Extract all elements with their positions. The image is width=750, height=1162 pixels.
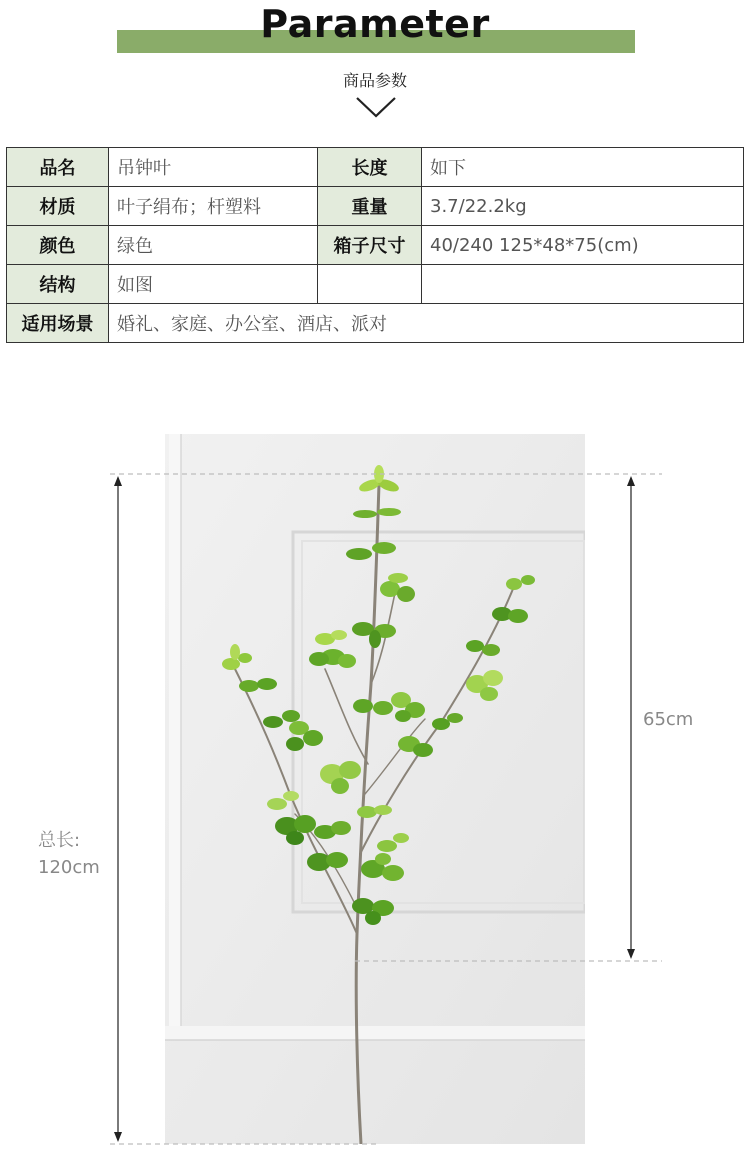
color-value: 绿色	[109, 226, 318, 265]
usage-label: 适用场景	[7, 304, 109, 343]
partial-length-value: 65cm	[643, 709, 694, 730]
length-value: 如下	[422, 148, 744, 187]
weight-value: 3.7/22.2kg	[422, 187, 744, 226]
structure-value: 如图	[109, 265, 318, 304]
name-value: 吊钟叶	[109, 148, 318, 187]
structure-label: 结构	[7, 265, 109, 304]
page-subtitle: 商品参数	[342, 71, 407, 90]
box-size-value: 40/240 125*48*75(cm)	[422, 226, 744, 265]
material-value: 叶子绢布；杆塑料	[109, 187, 318, 226]
color-label: 颜色	[7, 226, 109, 265]
material-label: 材质	[7, 187, 109, 226]
weight-label: 重量	[318, 187, 422, 226]
total-length-value: 120cm	[38, 857, 100, 878]
page-title: Parameter	[260, 2, 490, 46]
length-label: 长度	[318, 148, 422, 187]
usage-value: 婚礼、家庭、办公室、酒店、派对	[109, 304, 744, 343]
box-size-label: 箱子尺寸	[318, 226, 422, 265]
total-length-label: 总长:	[38, 830, 81, 851]
name-label: 品名	[7, 148, 109, 187]
